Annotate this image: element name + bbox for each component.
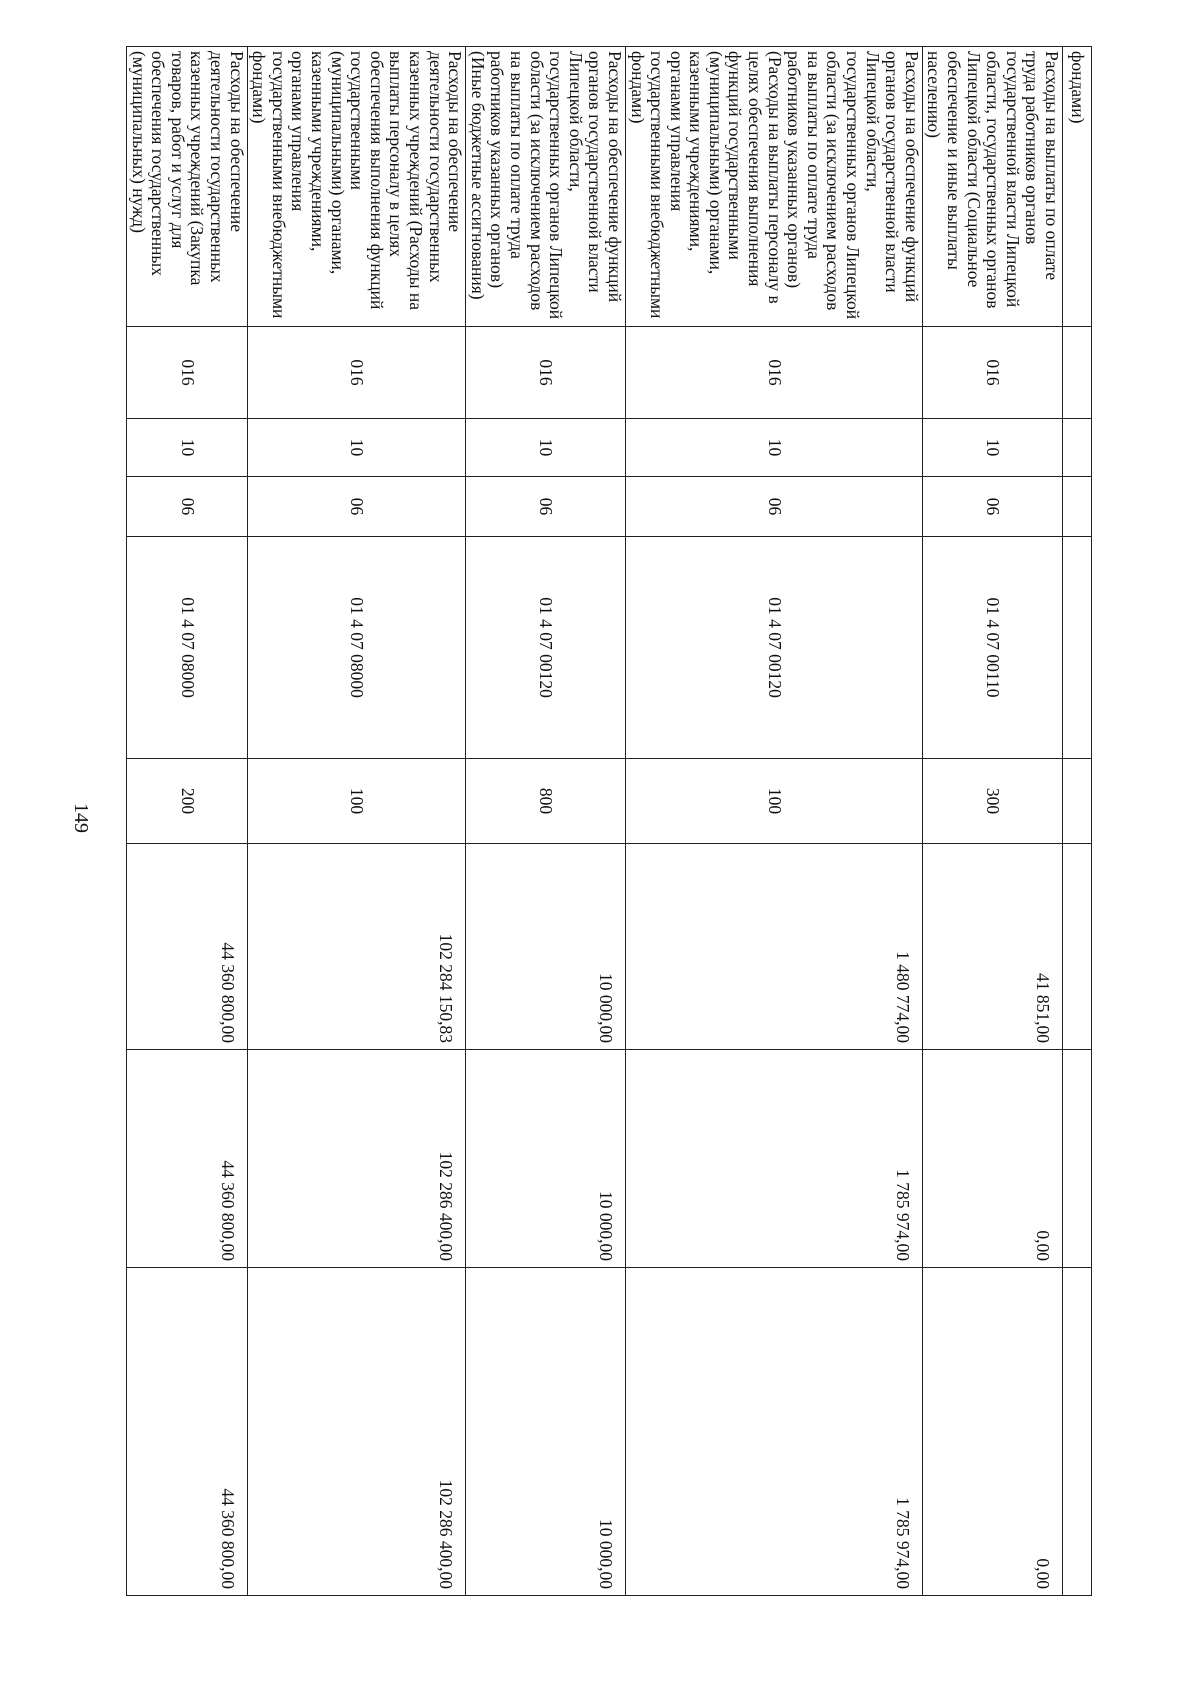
subsection-code: 06 bbox=[625, 477, 922, 537]
table-row bbox=[625, 47, 922, 1596]
target-article-code: 01 4 07 08000 bbox=[247, 537, 466, 759]
amount-2: 10 000,00 bbox=[466, 1050, 626, 1268]
budget-table bbox=[126, 46, 1092, 1596]
expense-type-code: 100 bbox=[247, 759, 466, 844]
expense-type-code: 100 bbox=[625, 759, 922, 844]
amount-3: 1 785 974,00 bbox=[625, 1268, 922, 1596]
ministry-code: 016 bbox=[466, 327, 626, 419]
table-row bbox=[922, 47, 1062, 1596]
rotated-page-content bbox=[70, 46, 1092, 1595]
target-article-code: 01 4 07 08000 bbox=[127, 537, 248, 759]
amount-1: 10 000,00 bbox=[466, 844, 626, 1050]
row-description: Расходы на выплаты по оплате труда работников органов государственной власти Липецкой области, государственных органов Липецкой области (Социальное обеспечение и иные выплаты населению) bbox=[922, 47, 1062, 327]
subsection-code: 06 bbox=[466, 477, 626, 537]
amount-2: 44 360 800,00 bbox=[127, 1050, 248, 1268]
table-row-continuation bbox=[1063, 47, 1092, 1596]
continuation-cell: фондами) bbox=[1063, 47, 1092, 327]
ministry-code: 016 bbox=[127, 327, 248, 419]
subsection-code: 06 bbox=[922, 477, 1062, 537]
amount-1: 1 480 774,00 bbox=[625, 844, 922, 1050]
ministry-code: 016 bbox=[625, 327, 922, 419]
section-code: 10 bbox=[247, 419, 466, 477]
subsection-code: 06 bbox=[127, 477, 248, 537]
table-row bbox=[127, 47, 248, 1596]
amount-3: 10 000,00 bbox=[466, 1268, 626, 1596]
amount-1: 44 360 800,00 bbox=[127, 844, 248, 1050]
table-row bbox=[466, 47, 626, 1596]
ministry-code: 016 bbox=[247, 327, 466, 419]
row-description: Расходы на обеспечение функций органов государственной власти Липецкой области, государственных органов Липецкой области (за исключением расходов на выплаты по оплате труда работников указанных органов) (Иные бюджетные ассигнования) bbox=[466, 47, 626, 327]
expense-type-code: 300 bbox=[922, 759, 1062, 844]
amount-2: 1 785 974,00 bbox=[625, 1050, 922, 1268]
row-description: Расходы на обеспечение деятельности государственных казенных учреждений (Закупка товаров, работ и услуг для обеспечения государственных (муниципальных) нужд) bbox=[127, 47, 248, 327]
section-code: 10 bbox=[625, 419, 922, 477]
section-code: 10 bbox=[127, 419, 248, 477]
amount-2: 102 286 400,00 bbox=[247, 1050, 466, 1268]
amount-3: 44 360 800,00 bbox=[127, 1268, 248, 1596]
target-article-code: 01 4 07 00110 bbox=[922, 537, 1062, 759]
target-article-code: 01 4 07 00120 bbox=[466, 537, 626, 759]
amount-2: 0,00 bbox=[922, 1050, 1062, 1268]
amount-1: 41 851,00 bbox=[922, 844, 1062, 1050]
target-article-code: 01 4 07 00120 bbox=[625, 537, 922, 759]
subsection-code: 06 bbox=[247, 477, 466, 537]
table-row bbox=[247, 47, 466, 1596]
expense-type-code: 200 bbox=[127, 759, 248, 844]
ministry-code: 016 bbox=[922, 327, 1062, 419]
row-description: Расходы на обеспечение функций органов государственной власти Липецкой области, государственных органов Липецкой области (за исключением расходов на выплаты по оплате труда работников указанных органов) (Расходы на выплаты персоналу в целях обеспечения выполнения функций государственными (муниципальными) органами, казенными учреждениями, органами управления государственными внебюджетными фондами) bbox=[625, 47, 922, 327]
expense-type-code: 800 bbox=[466, 759, 626, 844]
section-code: 10 bbox=[922, 419, 1062, 477]
row-description: Расходы на обеспечение деятельности государственных казенных учреждений (Расходы на выплаты персоналу в целях обеспечения выполнения функций государственными (муниципальными) органами, казенными учреждениями, органами управления государственными внебюджетными фондами) bbox=[247, 47, 466, 327]
amount-1: 102 284 150,83 bbox=[247, 844, 466, 1050]
section-code: 10 bbox=[466, 419, 626, 477]
amount-3: 102 286 400,00 bbox=[247, 1268, 466, 1596]
page-number: 149 bbox=[70, 803, 92, 833]
amount-3: 0,00 bbox=[922, 1268, 1062, 1596]
